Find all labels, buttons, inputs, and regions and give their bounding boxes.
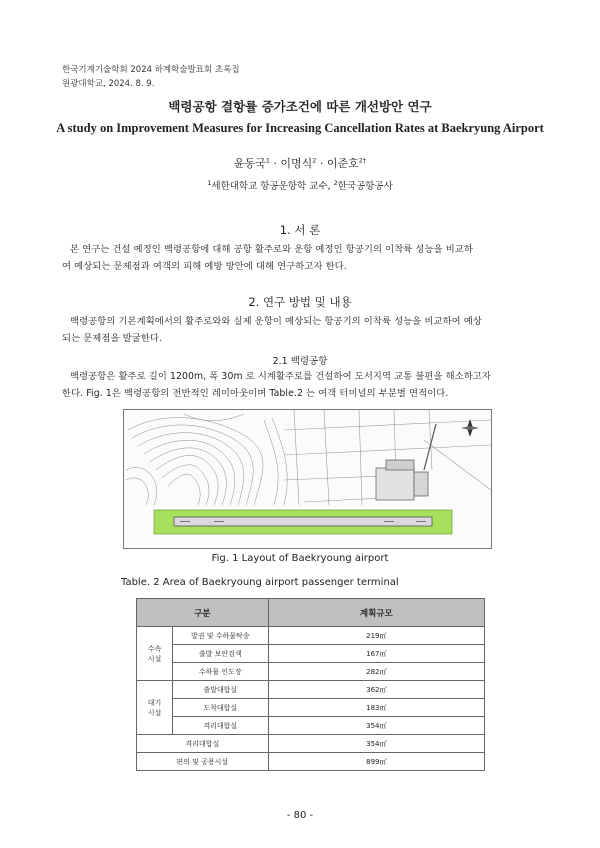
terrain-contours xyxy=(126,414,287,505)
table-cell-item: 출발대합실 xyxy=(172,681,268,699)
table-caption: Table. 2 Area of Baekryoung airport passenger terminal xyxy=(121,577,399,588)
table-cell-value: 183㎡ xyxy=(268,699,484,717)
table-cell-item: 편의 및 공용시설 xyxy=(137,753,269,771)
conference-header-line1: 한국기계기술학회 2024 하계학술발표회 초록집 xyxy=(62,65,240,75)
table-group-label: 수속 시설 xyxy=(137,627,173,681)
table-header-row xyxy=(137,599,485,627)
paragraph-line: 여 예상되는 문제점과 여객의 피해 예방 방안에 대해 연구하고자 한다. xyxy=(62,261,347,272)
affiliation-text: 한국공항공사 xyxy=(337,181,393,192)
table-cell-item: 격리대합실 xyxy=(172,717,268,735)
table-cell-value: 354㎡ xyxy=(268,735,484,753)
table-row xyxy=(137,699,485,717)
paragraph-line: 백령공항의 기본계획에서의 활주로와와 실제 운항이 예상되는 항공기의 이착륙 성능을 비교하여 예상 xyxy=(70,316,482,327)
table-cell-value: 899㎡ xyxy=(268,753,484,771)
airport-layout-figure xyxy=(123,409,492,549)
table-row xyxy=(137,627,485,645)
table-cell-item: 발권 및 수하물탁송 xyxy=(172,627,268,645)
author-affiliation-mark: 2 xyxy=(312,156,317,165)
airport-paragraph xyxy=(62,368,556,402)
author-separator: · xyxy=(316,157,327,170)
conference-header-line2: 원광대학교, 2024. 8. 9. xyxy=(62,79,155,89)
table-group-label: 대기 시설 xyxy=(137,681,173,735)
subsection-heading-airport: 2.1 백령공항 xyxy=(272,356,328,367)
paragraph-line: 본 연구는 건설 예정인 백령공항에 대해 공항 활주로와 운항 예정인 항공기의 이착륙 성능을 비교하 xyxy=(70,244,473,255)
terminal-area-table xyxy=(136,598,485,771)
paragraph-line: 한다. Fig. 1은 백령공항의 전반적인 레이아웃이며 Table.2 는 여객 터미널의 부분별 면적이다. xyxy=(62,388,449,399)
table-row xyxy=(137,735,485,753)
airport-layout-drawing xyxy=(124,410,491,548)
title-korean: 백령공항 결항률 증가조건에 따른 개선방안 연구 xyxy=(168,99,432,114)
table-cell-item: 출발 보안검색 xyxy=(172,645,268,663)
affiliation-mark: 2 xyxy=(333,178,338,187)
table-header-cell: 계획규모 xyxy=(268,599,484,627)
table-row xyxy=(137,681,485,699)
paragraph-line: 백령공항은 활주로 길이 1200m, 폭 30m 로 시계활주로를 건설하여 도서지역 교통 불편을 해소하고자 xyxy=(70,371,492,382)
method-paragraph xyxy=(62,313,556,347)
introduction-paragraph xyxy=(62,241,556,275)
section-heading-introduction: 1. 서 론 xyxy=(279,223,321,237)
table-header-cell: 구분 xyxy=(137,599,269,627)
page-number: - 80 - xyxy=(286,810,314,821)
table-row xyxy=(137,645,485,663)
table-row xyxy=(137,663,485,681)
compass-icon xyxy=(461,419,479,437)
author-separator: · xyxy=(269,157,281,170)
table-cell-item: 격리대합실 xyxy=(137,735,269,753)
table-cell-value: 167㎡ xyxy=(268,645,484,663)
author-name: 이명식 xyxy=(280,157,313,170)
title-english: A study on Improvement Measures for Increasing Cancellation Rates at Baekryung Airport xyxy=(56,121,544,135)
author-affiliation-mark: 1 xyxy=(265,156,270,165)
table-cell-item: 도착대합실 xyxy=(172,699,268,717)
author-affiliation-mark: 2† xyxy=(358,156,367,165)
table-cell-value: 354㎡ xyxy=(268,717,484,735)
table-row xyxy=(137,717,485,735)
table-cell-value: 282㎡ xyxy=(268,663,484,681)
table-row xyxy=(137,753,485,771)
author-name: 이준호 xyxy=(326,157,359,170)
table-cell-value: 362㎡ xyxy=(268,681,484,699)
paragraph-line: 되는 문제점을 발굴한다. xyxy=(62,333,162,344)
affiliation-mark: 1 xyxy=(207,178,212,187)
affiliations xyxy=(0,178,600,192)
table-cell-value: 219㎡ xyxy=(268,627,484,645)
table-cell-item: 수하물 인도장 xyxy=(172,663,268,681)
terminal-area xyxy=(376,424,436,500)
author-list xyxy=(0,155,600,171)
author-name: 윤동국 xyxy=(233,157,266,170)
section-heading-method: 2. 연구 방법 및 내용 xyxy=(248,295,352,309)
affiliation-text: 세한대학교 항공운항학 교수, xyxy=(211,181,334,192)
figure-caption: Fig. 1 Layout of Baekryoung airport xyxy=(211,553,389,564)
